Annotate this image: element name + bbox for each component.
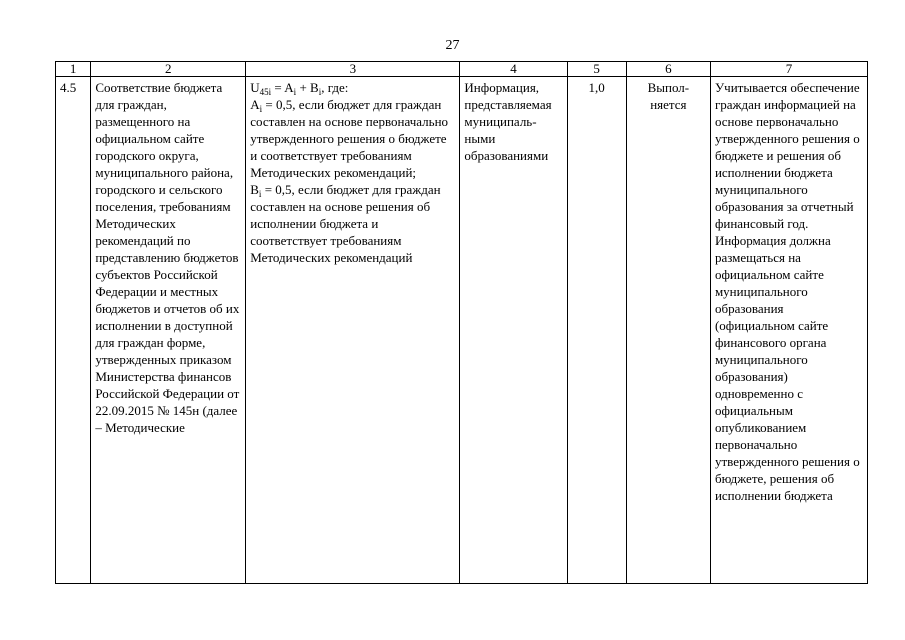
row-number-cell: 4.5 — [56, 77, 91, 584]
column-number-2: 2 — [91, 62, 246, 77]
column-number-7: 7 — [710, 62, 867, 77]
notes-paragraph-2: Информация должна размещаться на официальном сайте муниципального образования (официальном сайте финансового органа муниципального образования) одновременно с официальным опубликованием первоначально утвержденного решения о бюджете, решения об исполнении бюджета — [714, 233, 860, 503]
column-number-3: 3 — [246, 62, 460, 77]
notes-paragraph-1: Учитывается обеспечение граждан информацией на основе первоначально утвержденного решения о бюджете и решения об исполнении бюджета муниципального образования за отчетный финансовый год. — [714, 80, 860, 231]
weight-cell: 1,0 — [567, 77, 626, 584]
formula-subscript-a: i — [293, 87, 297, 97]
column-number-6: 6 — [626, 62, 710, 77]
notes-cell — [710, 77, 867, 584]
formula-cell — [246, 77, 460, 584]
formula-equals: = A — [271, 80, 294, 95]
formula-plus: + B — [296, 80, 319, 95]
formula-symbol: U — [250, 80, 260, 95]
a-text: = 0,5, если бюджет для граждан составлен на основе первоначально утвержденного решения о бюджете и соответствует требованиям Методических рекомендаций; — [250, 97, 449, 180]
b-symbol: B — [250, 182, 259, 197]
criteria-table — [55, 61, 868, 584]
formula-b-definition — [250, 181, 455, 266]
formula-line — [250, 79, 455, 96]
column-number-1: 1 — [56, 62, 91, 77]
table-header-row — [56, 62, 868, 77]
status-cell: Выпол-няется — [626, 77, 710, 584]
indicator-name-cell: Соответствие бюджета для граждан, размещенного на официальном сайте городского округа, муниципального района, городского и сельского поселения, требованиям Методических рекомендаций по представлению бюджетов субъектов Российской Федерации и местных бюджетов и отчетов об их исполнении в доступной для граждан форме, утвержденных приказом Министерства финансов Российской Федерации от 22.09.2015 № 145н (далее – Методические — [91, 77, 246, 584]
table-row — [56, 77, 868, 584]
formula-subscript-b: i — [318, 87, 322, 97]
b-text: = 0,5, если бюджет для граждан составлен на основе решения об исполнении бюджета и соответствует требованиям Методических рекомендаций — [250, 182, 441, 265]
formula-where: , где: — [321, 80, 349, 95]
page-number: 27 — [445, 38, 460, 53]
a-symbol: A — [250, 97, 260, 112]
column-number-5: 5 — [567, 62, 626, 77]
data-source-cell: Информация, представляемая муниципаль-ными образованиями — [460, 77, 567, 584]
column-number-4: 4 — [460, 62, 567, 77]
b-subscript: i — [258, 189, 262, 199]
formula-subscript: 45i — [259, 87, 272, 97]
a-subscript: i — [259, 104, 263, 114]
formula-a-definition — [250, 96, 455, 181]
